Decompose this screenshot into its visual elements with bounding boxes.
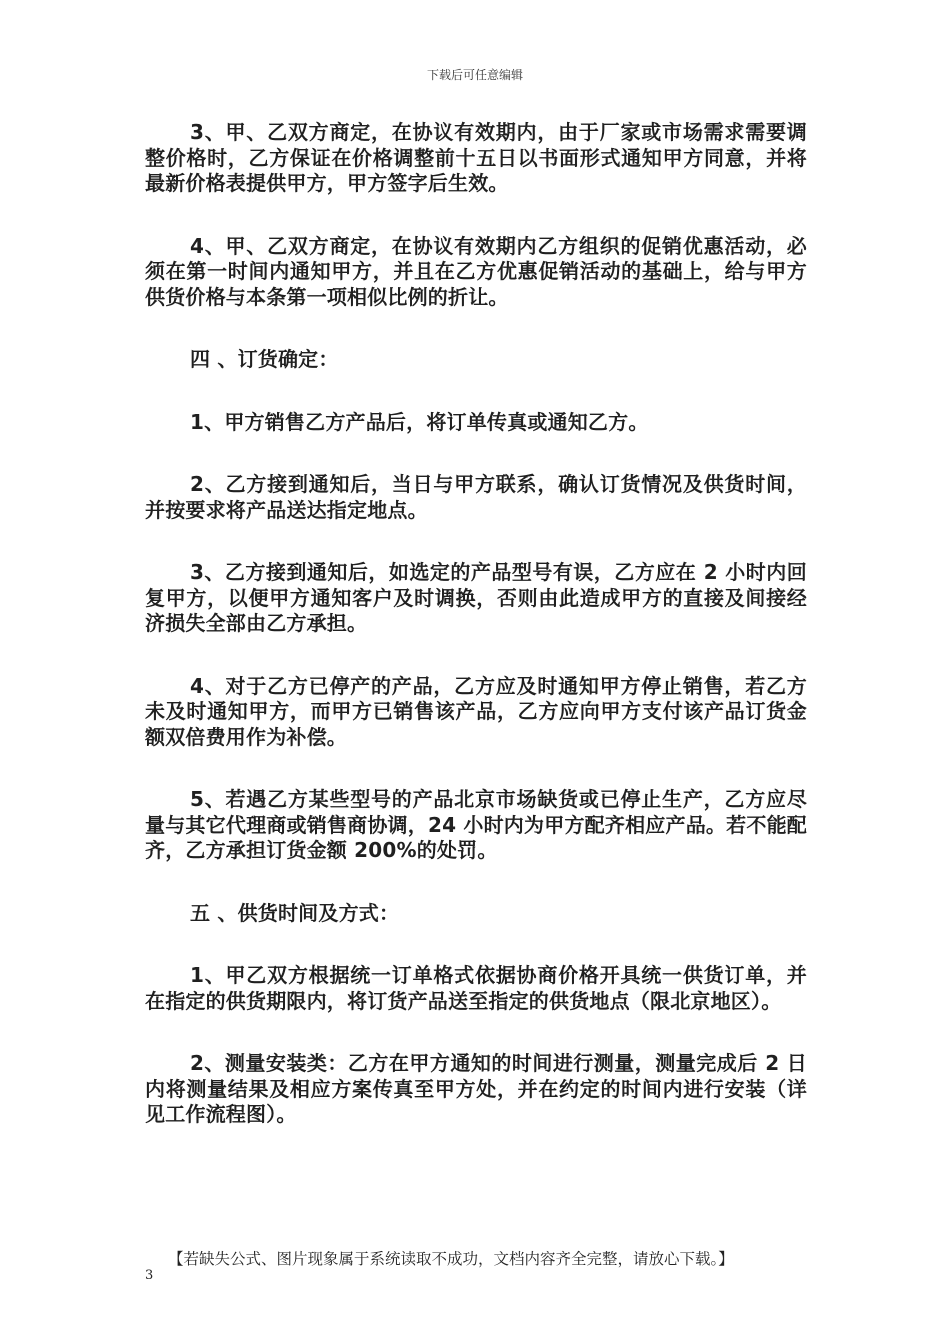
section-heading-supply-time: 五 、供货时间及方式： [190,900,400,925]
paragraph-supply-1: 1、甲乙双方根据统一订单格式依据协商价格开具统一供货订单，并在指定的供货期限内，将订货产品送至指定的供货地点（限北京地区）。 [145,963,807,1013]
paragraph-supply-2: 2、测量安装类：乙方在甲方通知的时间进行测量，测量完成后 2 日内将测量结果及相应方案传真至甲方处，并在约定的时间内进行安装（详见工作流程图）。 [145,1051,807,1126]
paragraph-order-4: 4、对于乙方已停产的产品，乙方应及时通知甲方停止销售，若乙方未及时通知甲方，而甲方已销售该产品，乙方应向甲方支付该产品订货金额双倍费用作为补偿。 [145,673,807,749]
paragraph-price-adjustment: 3、甲、乙双方商定，在协议有效期内，由于厂家或市场需求需要调整价格时，乙方保证在价格调整前十五日以书面形式通知甲方同意，并将最新价格表提供甲方，甲方签字后生效。 [145,120,807,195]
paragraph-order-1: 1、甲方销售乙方产品后，将订单传真或通知乙方。 [190,409,649,434]
page-header: 下载后可任意编辑 [426,68,523,82]
paragraph-order-2: 2、乙方接到通知后，当日与甲方联系，确认订货情况及供货时间，并按要求将产品送达指定地点。 [145,472,807,522]
paragraph-order-5: 5、若遇乙方某些型号的产品北京市场缺货或已停止生产，乙方应尽量与其它代理商或销售商协调，24 小时内为甲方配齐相应产品。若不能配齐，乙方承担订货金额 200%的处罚。 [145,787,807,862]
footer-note: 【若缺失公式、图片现象属于系统读取不成功，文档内容齐全完整，请放心下载。】 [168,1250,734,1268]
paragraph-order-3: 3、乙方接到通知后，如选定的产品型号有误，乙方应在 2 小时内回复甲方，以便甲方通知客户及时调换，否则由此造成甲方的直接及间接经济损失全部由乙方承担。 [145,560,807,635]
section-heading-order-confirmation: 四 、订货确定： [190,347,339,371]
document-body [145,120,807,1165]
paragraph-promotion: 4、甲、乙双方商定，在协议有效期内乙方组织的促销优惠活动，必须在第一时间内通知甲方，并且在乙方优惠促销活动的基础上，给与甲方供货价格与本条第一项相似比例的折让。 [145,233,807,309]
page-number: 3 [145,1268,154,1283]
